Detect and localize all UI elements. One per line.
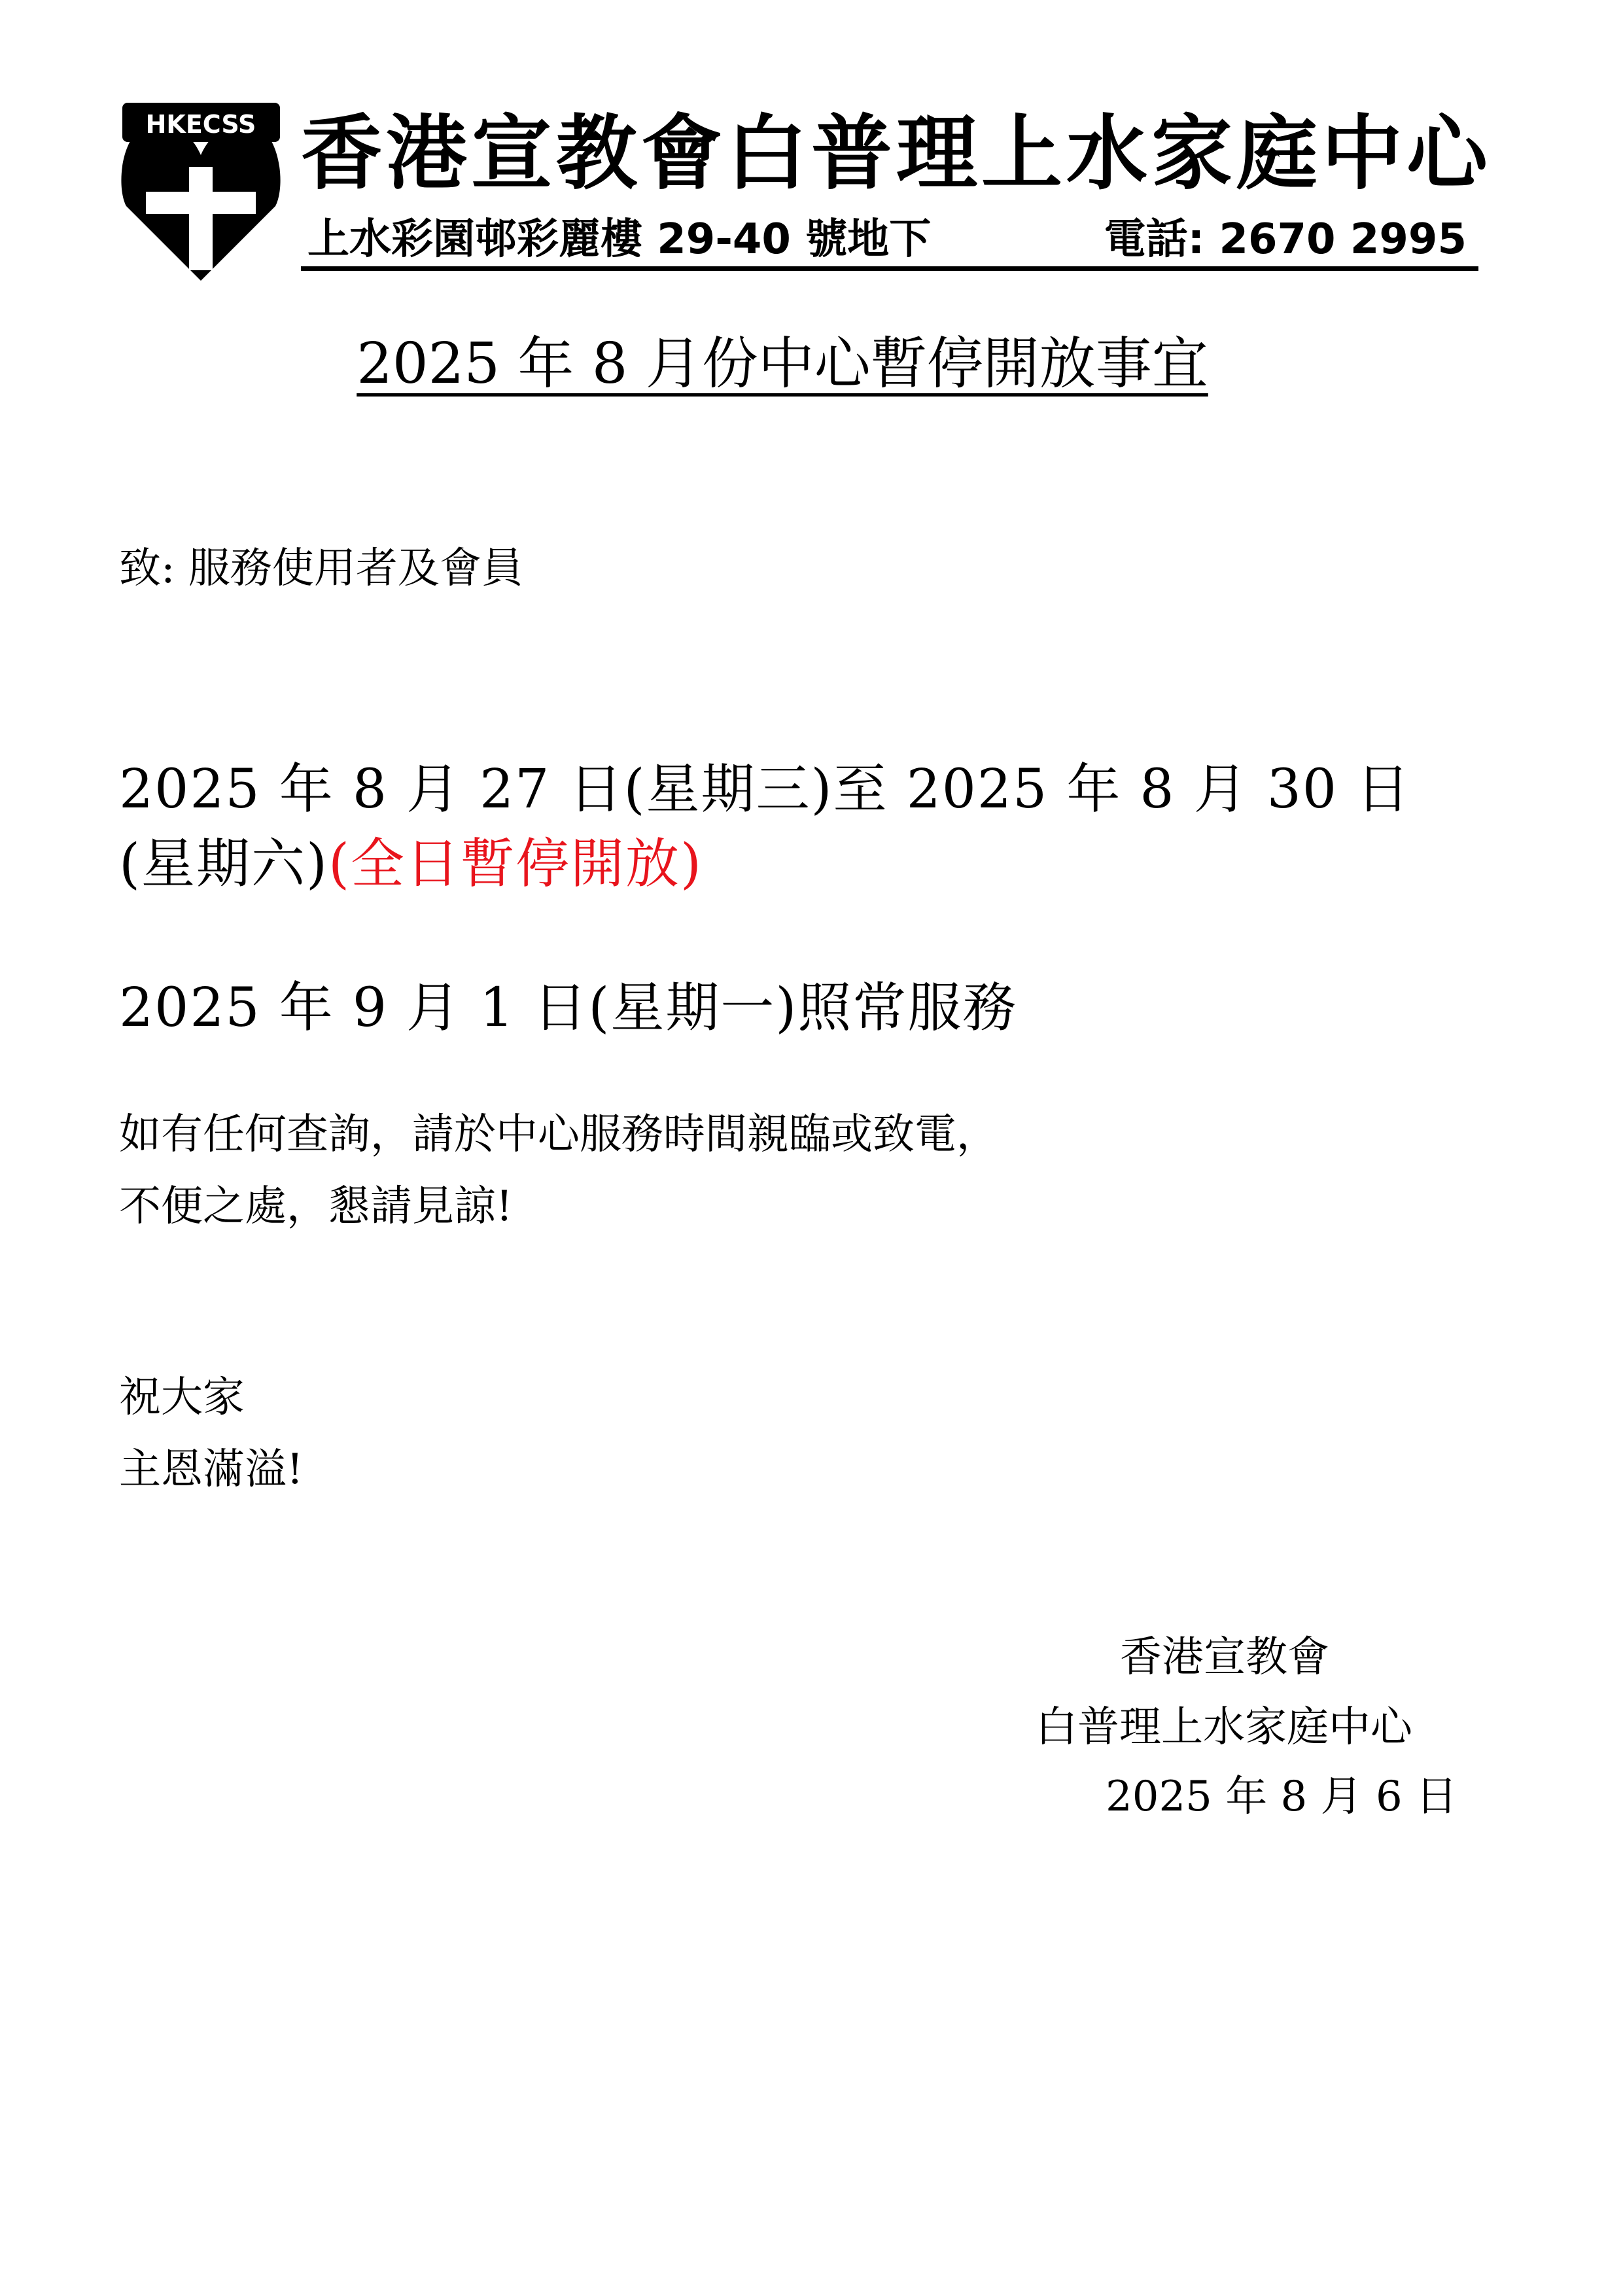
notice-title: 2025 年 8 月份中心暫停開放事宜 — [357, 331, 1208, 397]
blessing-line-2: 主恩滿溢! — [119, 1445, 304, 1494]
closure-line-2 — [119, 832, 703, 896]
closure-line-1: 2025 年 8 月 27 日(星期三)至 2025 年 8 月 30 日 — [119, 758, 1412, 821]
phone-number: 電話: 2670 2995 — [1104, 215, 1467, 264]
blessing-line-1: 祝大家 — [119, 1373, 245, 1422]
address: 上水彩園邨彩麗樓 29-40 號地下 — [307, 215, 932, 264]
logo-text: HKECSS — [145, 110, 256, 139]
signature-org-line-2: 白普理上水家庭中心 — [1036, 1703, 1412, 1752]
closure-highlight: (全日暫停開放) — [328, 833, 703, 895]
resume-line: 2025 年 9 月 1 日(星期一)照常服務 — [119, 977, 1018, 1039]
hkecss-heart-cross-logo — [121, 101, 281, 285]
signature-org-line-1: 香港宣教會 — [1120, 1633, 1329, 1682]
address-line — [301, 213, 1478, 271]
letterhead — [121, 101, 1495, 285]
inquiry-line-2: 不便之處，懇請見諒! — [119, 1182, 513, 1231]
recipient-line: 致: 服務使用者及會員 — [119, 544, 523, 593]
closure-day: (星期六) — [119, 833, 328, 895]
signature-date: 2025 年 8 月 6 日 — [1106, 1773, 1458, 1821]
org-name: 香港宣教會白普理上水家庭中心 — [301, 107, 1492, 201]
inquiry-line-1: 如有任何查詢，請於中心服務時間親臨或致電， — [119, 1110, 998, 1159]
